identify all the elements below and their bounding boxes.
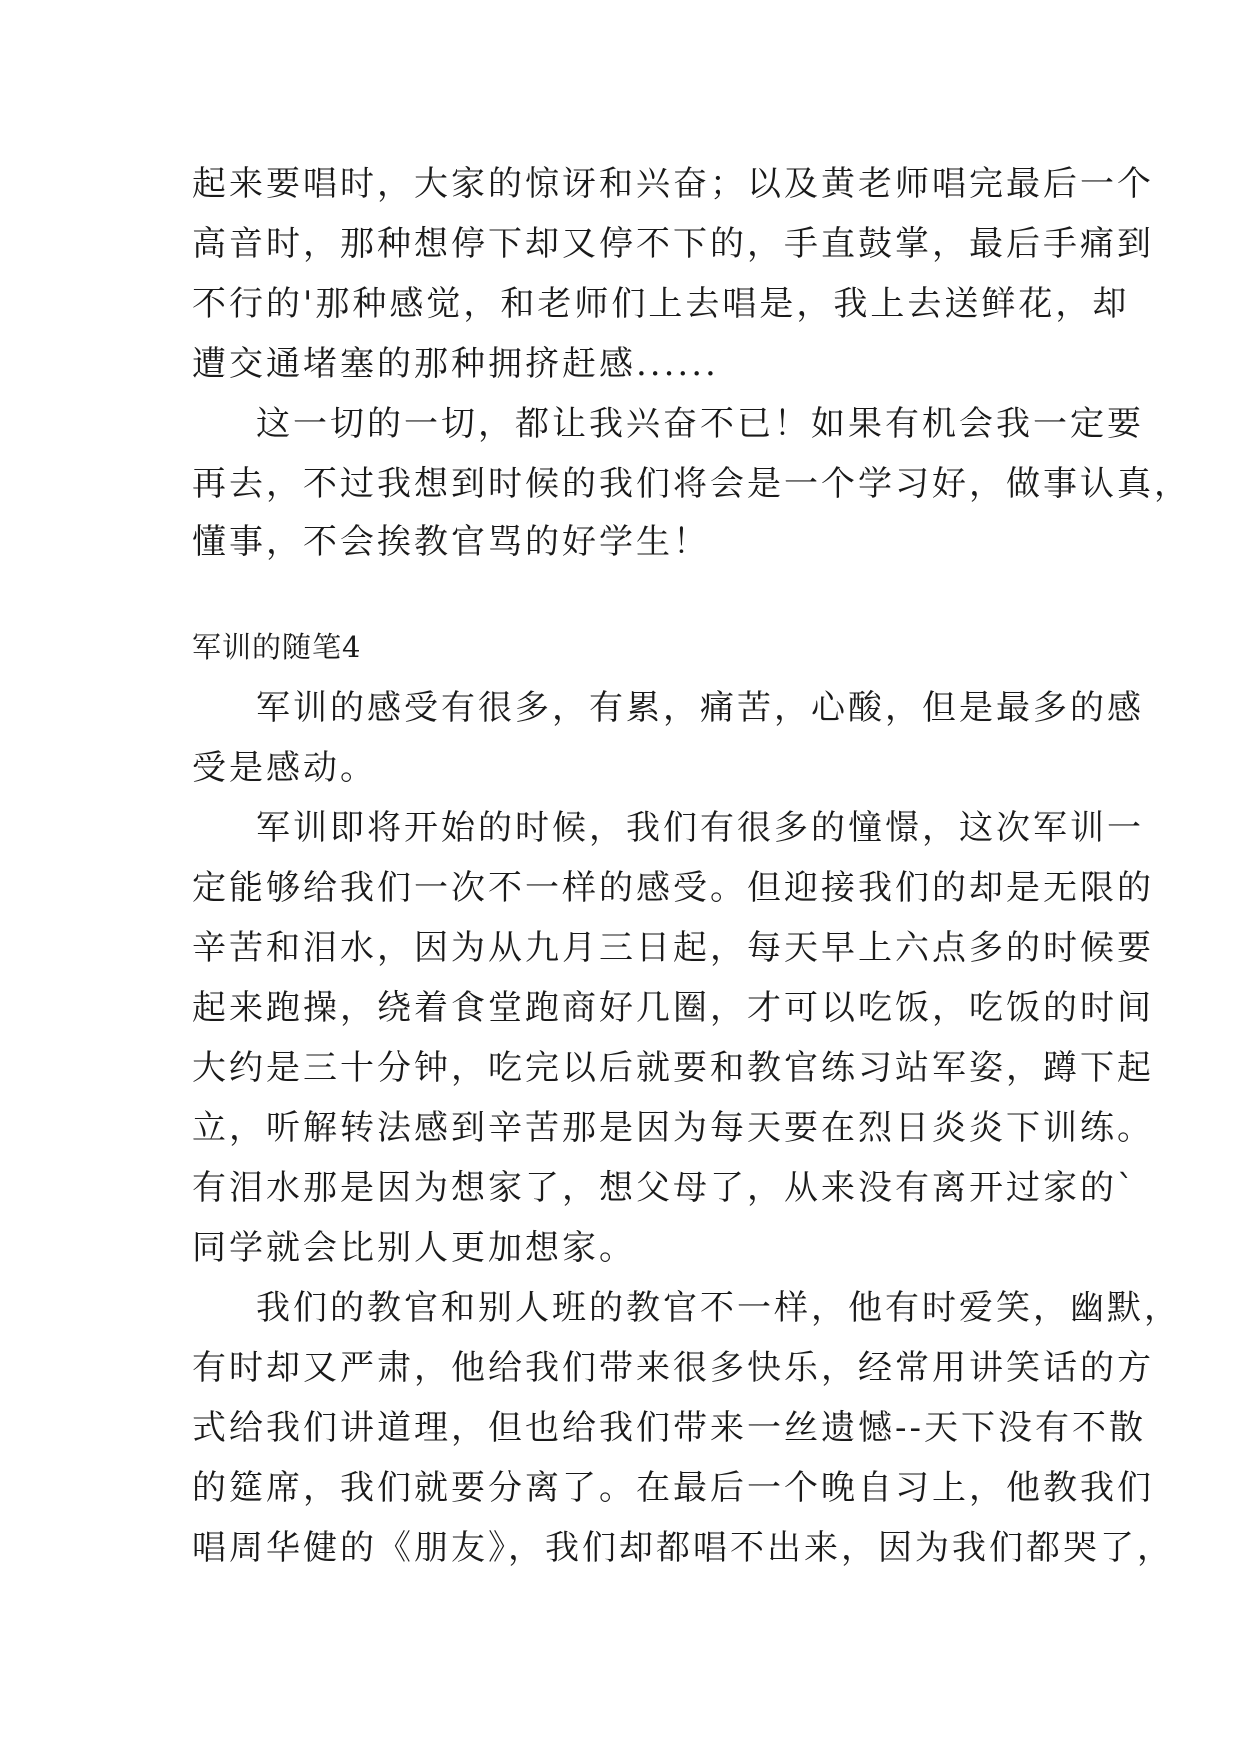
paragraph-line: 高音时，那种想停下却又停不下的，手直鼓掌，最后手痛到 [192, 224, 1154, 264]
paragraph-line: 我们的教官和别人班的教官不一样，他有时爱笑，幽默， [256, 1288, 1181, 1328]
paragraph-line: 唱周华健的《朋友》，我们却都唱不出来，因为我们都哭了， [192, 1528, 1174, 1568]
paragraph-line: 起来跑操，绕着食堂跑商好几圈，才可以吃饭，吃饭的时间 [192, 988, 1154, 1028]
paragraph-line: 辛苦和泪水，因为从九月三日起，每天早上六点多的时候要 [192, 928, 1154, 968]
paragraph-line: 大约是三十分钟，吃完以后就要和教官练习站军姿，蹲下起 [192, 1048, 1154, 1088]
paragraph-line: 式给我们讲道理，但也给我们带来一丝遗憾--天下没有不散 [192, 1408, 1146, 1448]
paragraph-line: 这一切的一切，都让我兴奋不已！如果有机会我一定要 [256, 404, 1144, 444]
paragraph-line: 不行的'那种感觉，和老师们上去唱是，我上去送鲜花，却 [192, 284, 1130, 324]
paragraph-line: 再去，不过我想到时候的我们将会是一个学习好，做事认真， [192, 464, 1191, 504]
section-heading: 军训的随笔4 [192, 630, 362, 664]
paragraph-line: 受是感动。 [192, 748, 377, 788]
paragraph-line: 军训即将开始的时候，我们有很多的憧憬，这次军训一 [256, 808, 1144, 848]
paragraph-line: 同学就会比别人更加想家。 [192, 1228, 636, 1268]
paragraph-line: 懂事，不会挨教官骂的好学生！ [192, 522, 710, 562]
paragraph-line: 的筵席，我们就要分离了。在最后一个晚自习上，他教我们 [192, 1468, 1154, 1508]
paragraph-line: 遭交通堵塞的那种拥挤赶感...... [192, 344, 719, 384]
paragraph-line: 起来要唱时，大家的惊讶和兴奋；以及黄老师唱完最后一个 [192, 164, 1154, 204]
paragraph-line: 立，听解转法感到辛苦那是因为每天要在烈日炎炎下训练。 [192, 1108, 1154, 1148]
paragraph-line: 定能够给我们一次不一样的感受。但迎接我们的却是无限的 [192, 868, 1154, 908]
paragraph-line: 军训的感受有很多，有累，痛苦，心酸，但是最多的感 [256, 688, 1144, 728]
paragraph-line: 有泪水那是因为想家了，想父母了，从来没有离开过家的` [192, 1168, 1137, 1208]
paragraph-line: 有时却又严肃，他给我们带来很多快乐，经常用讲笑话的方 [192, 1348, 1154, 1388]
